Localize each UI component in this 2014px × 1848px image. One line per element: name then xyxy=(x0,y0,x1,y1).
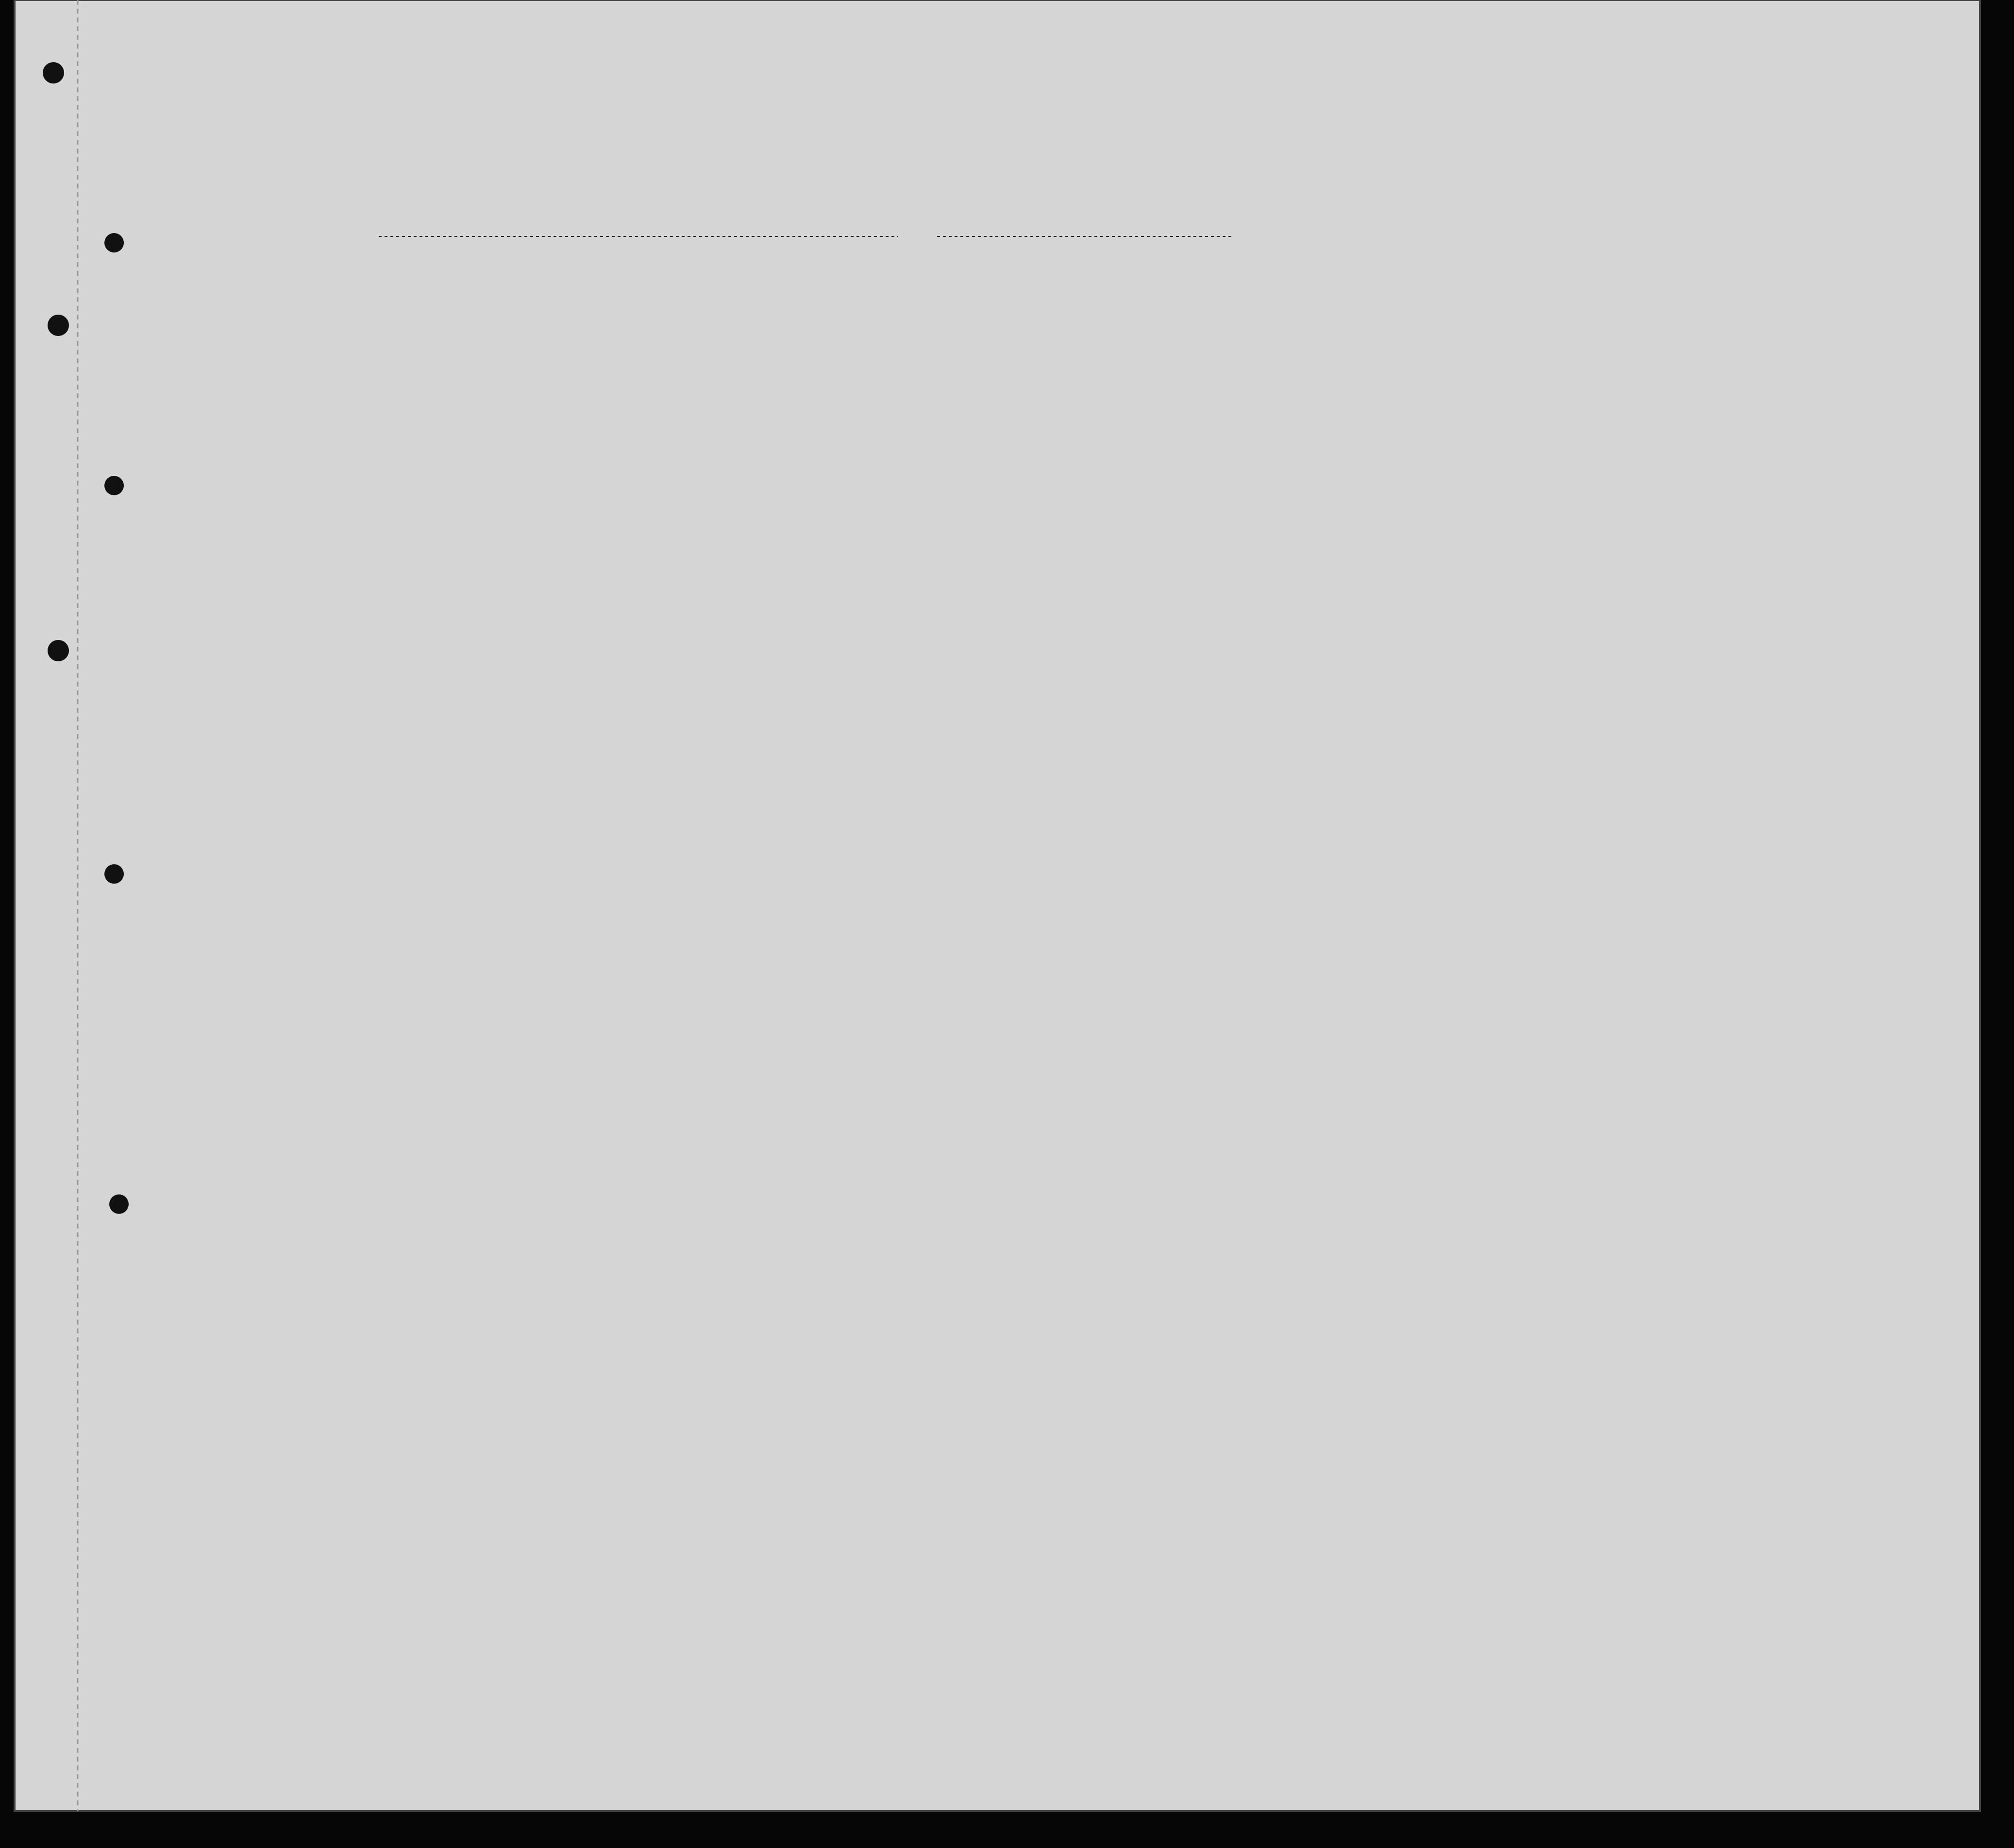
binding-hole xyxy=(109,1194,129,1214)
binding-hole xyxy=(104,864,124,884)
binding-hole xyxy=(48,640,69,661)
binding-hole xyxy=(48,315,69,336)
binding-hole xyxy=(43,62,64,84)
binding-hole xyxy=(104,476,124,495)
binding-hole xyxy=(104,233,124,252)
